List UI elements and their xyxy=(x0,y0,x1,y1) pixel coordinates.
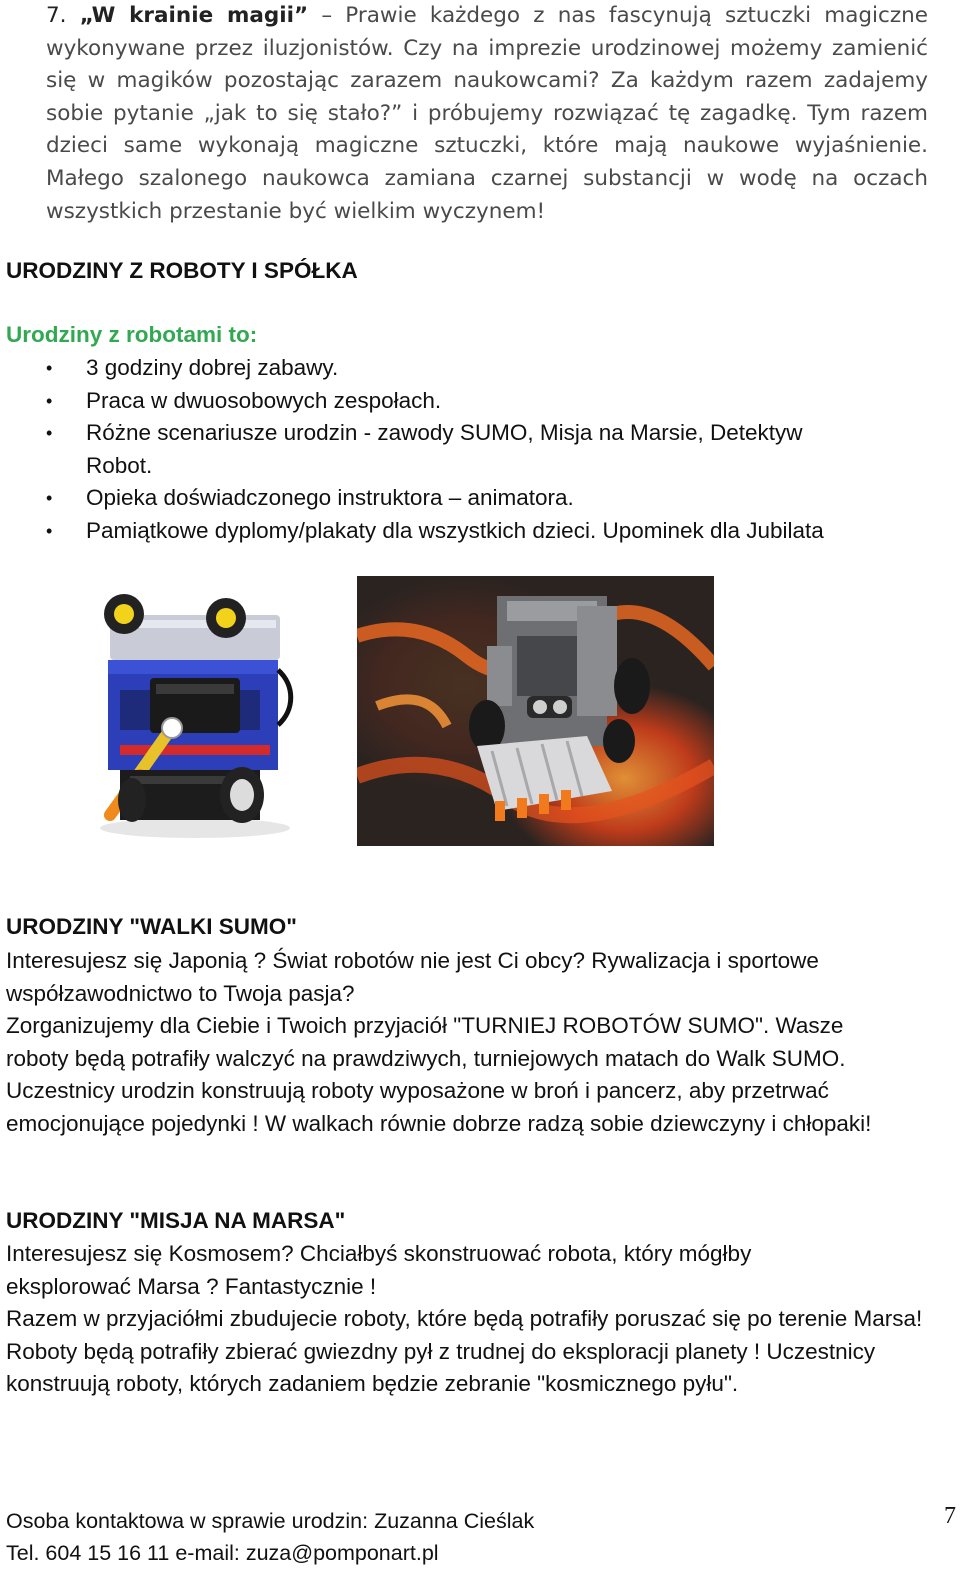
list-item-text: 3 godziny dobrej zabawy. xyxy=(86,355,339,380)
sumo-paragraph-1: Interesujesz się Japonią ? Świat robotów nie jest Ci obcy? Rywalizacja i sportowe współzawodnictwo to Twoja pasja? xyxy=(6,948,819,1006)
list-item-text: Opieka doświadczonego instruktora – animatora. xyxy=(86,485,574,511)
section-dash: – xyxy=(321,3,333,28)
robots-bullet-list xyxy=(46,352,926,548)
footer-contact xyxy=(6,1505,534,1569)
bullet-glyph: • xyxy=(46,520,53,541)
list-item xyxy=(46,482,926,515)
bullet-glyph: • xyxy=(46,358,53,378)
sumo-heading: URODZINY "WALKI SUMO" xyxy=(6,914,297,939)
mars-heading: URODZINY "MISJA NA MARSA" xyxy=(6,1208,346,1233)
mars-body xyxy=(6,1238,936,1401)
robot-photo-blue-image xyxy=(80,590,298,840)
robot-photo-lava-image xyxy=(357,576,714,846)
robot-photo-lava xyxy=(357,576,714,846)
robots-heading: URODZINY Z ROBOTY I SPÓŁKA xyxy=(6,258,358,283)
contact-person: Osoba kontaktowa w sprawie urodzin: Zuzanna Cieślak xyxy=(6,1509,535,1533)
contact-phone-email: Tel. 604 15 16 11 e-mail: zuza@pomponart.pl xyxy=(6,1541,439,1565)
list-item-text: Pamiątkowe dyplomy/plakaty dla wszystkich dzieci. Upominek dla Jubilata xyxy=(86,517,824,543)
list-item xyxy=(46,385,926,418)
list-item-text: Praca w dwuosobowych zespołach. xyxy=(86,387,442,413)
list-item xyxy=(46,417,926,482)
mars-paragraph-2: Razem w przyjaciółmi zbudujecie roboty, które będą potrafiły poruszać się po terenie Marsa! Roboty będą potrafiły zbierać gwiezdny pył z trudnej do eksploracji planety ! Uczestnicy konstruują roboty, których zadaniem będzie zebranie "kosmicznego pyłu". xyxy=(6,1306,923,1397)
sumo-paragraph-2: Zorganizujemy dla Ciebie i Twoich przyjaciół "TURNIEJ ROBOTÓW SUMO". Wasze roboty będą potrafiły walczyć na prawdziwych, turniejowych matach do Walk SUMO. Uczestnicy urodzin konstruują roboty wyposażone w broń i pancerz, aby przetrwać emocjonujące pojedynki ! W walkach równie dobrze radzą sobie dziewczyny i chłopaki! xyxy=(6,1013,872,1136)
section-number: 7. xyxy=(46,3,67,28)
bullet-glyph: • xyxy=(46,488,53,509)
list-item xyxy=(46,352,926,385)
list-item xyxy=(46,515,926,548)
bullet-glyph: • xyxy=(46,423,53,444)
page-number: 7 xyxy=(944,1503,956,1529)
sumo-body xyxy=(6,945,906,1141)
mars-paragraph-1: Interesujesz się Kosmosem? Chciałbyś skonstruować robota, który mógłby eksplorować Marsa ? Fantastycznie ! xyxy=(6,1241,752,1299)
section-text: Prawie każdego z nas fascynują sztuczki magiczne wykonywane przez iluzjonistów. Czy na imprezie urodzinowej możemy zamienić się w magików pozostając zarazem naukowcami? Za każdym razem zadajemy sobie pytanie „jak to się stało?” i próbujemy rozwiązać tę zagadkę. Tym razem dzieci same wykonają magiczne sztuczki, które mają naukowe wyjaśnienie. Małego szalonego naukowca zamiana czarnej substancji w wodę na oczach wszystkich przestanie być wielkim wyczynem! xyxy=(46,3,928,224)
list-item-text: Różne scenariusze urodzin - zawody SUMO, Misja na Marsie, Detektyw Robot. xyxy=(86,420,803,478)
robots-subheading: Urodziny z robotami to: xyxy=(6,322,258,347)
section-7-paragraph xyxy=(46,0,928,228)
robot-photo-blue xyxy=(80,590,298,840)
bullet-glyph: • xyxy=(46,390,53,411)
section-title: „W krainie magii” xyxy=(79,3,309,28)
